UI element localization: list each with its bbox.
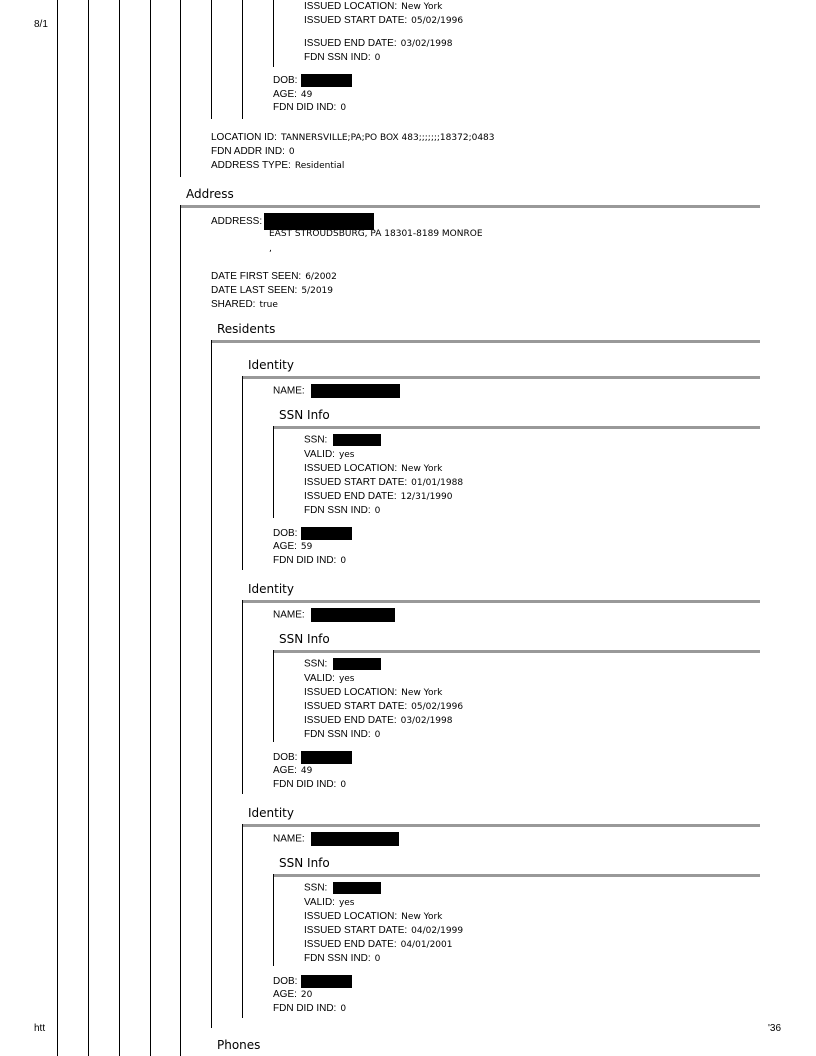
resident-name: NAME: [273, 384, 400, 398]
resident-valid: VALID: yes [304, 449, 355, 460]
identity-rule [242, 600, 760, 603]
ssn-info-box-line [273, 650, 274, 742]
location-box-line [180, 0, 181, 177]
address-field: ADDRESS: [211, 213, 374, 230]
nest-line-2 [88, 0, 89, 1056]
location-id: LOCATION ID: TANNERSVILLE;PA;PO BOX 483;;;;;;;18372;0483 [211, 132, 495, 143]
identity-inner-line [242, 0, 243, 119]
nest-line-3 [119, 0, 120, 1056]
address-section-title: Address [186, 187, 234, 201]
ssn-info-rule [273, 650, 760, 653]
ssn-info-title: SSN Info [279, 632, 330, 646]
resident-ssn: SSN: [304, 434, 381, 447]
resident-issued-end-date: ISSUED END DATE: 04/01/2001 [304, 939, 453, 950]
ssn-info-title: SSN Info [279, 408, 330, 422]
redaction-block [333, 434, 381, 446]
redaction-block [333, 658, 381, 670]
resident-issued-location: ISSUED LOCATION: New York [304, 687, 443, 698]
top-issued-location: ISSUED LOCATION: New York [304, 1, 443, 12]
ssn-info-title: SSN Info [279, 856, 330, 870]
redaction-block [311, 832, 399, 846]
resident-fdn-did-ind: FDN DID IND: 0 [273, 555, 347, 566]
resident-issued-location: ISSUED LOCATION: New York [304, 463, 443, 474]
ssn-info-box-line [273, 874, 274, 966]
resident-ssn: SSN: [304, 658, 381, 671]
address-line-extra: , [269, 244, 272, 254]
identity-box-line [242, 376, 243, 570]
resident-fdn-did-ind: FDN DID IND: 0 [273, 779, 347, 790]
residents-box-line [211, 340, 212, 1028]
resident-dob: DOB: [273, 751, 352, 764]
identity-rule [242, 376, 760, 379]
top-dob: DOB: [273, 74, 352, 87]
resident-fdn-ssn-ind: FDN SSN IND: 0 [304, 505, 381, 516]
top-fdn-did-ind: FDN DID IND: 0 [273, 102, 347, 113]
top-issued-end-date: ISSUED END DATE: 03/02/1998 [304, 38, 453, 49]
date-first-seen: DATE FIRST SEEN: 6/2002 [211, 271, 337, 282]
ssn-info-rule [273, 426, 760, 429]
redaction-block [301, 975, 352, 988]
identity-rule [242, 824, 760, 827]
redaction-block [311, 384, 400, 398]
redaction-block [264, 213, 374, 230]
resident-issued-start-date: ISSUED START DATE: 01/01/1988 [304, 477, 464, 488]
resident-dob: DOB: [273, 527, 352, 540]
resident-name: NAME: [273, 608, 395, 622]
top-age: AGE: 49 [273, 89, 313, 100]
address-section-rule [180, 205, 760, 208]
resident-age: AGE: 49 [273, 765, 313, 776]
top-fdn-ssn-ind: FDN SSN IND: 0 [304, 52, 381, 63]
identity-title: Identity [248, 806, 294, 820]
identity-box-line [242, 824, 243, 1018]
resident-issued-end-date: ISSUED END DATE: 03/02/1998 [304, 715, 453, 726]
redaction-block [301, 751, 352, 764]
print-date-margin: 8/1 [34, 19, 48, 30]
identity-box-line [211, 0, 212, 119]
address-box-line [180, 205, 181, 1056]
resident-name: NAME: [273, 832, 399, 846]
shared-flag: SHARED: true [211, 299, 278, 310]
resident-dob: DOB: [273, 975, 352, 988]
address-type: ADDRESS TYPE: Residential [211, 160, 345, 171]
ssn-info-box-line [273, 426, 274, 518]
resident-issued-location: ISSUED LOCATION: New York [304, 911, 443, 922]
resident-issued-start-date: ISSUED START DATE: 04/02/1999 [304, 925, 464, 936]
residents-section-rule [211, 340, 760, 343]
resident-ssn: SSN: [304, 882, 381, 895]
address-line-city: EAST STROUDSBURG, PA 18301-8189 MONROE [269, 229, 483, 239]
resident-fdn-did-ind: FDN DID IND: 0 [273, 1003, 347, 1014]
phones-section-title: Phones [217, 1038, 261, 1052]
resident-age: AGE: 20 [273, 989, 313, 1000]
ssn-info-rule [273, 874, 760, 877]
redaction-block [333, 882, 381, 894]
ssn-box-line [273, 0, 274, 67]
fdn-addr-ind: FDN ADDR IND: 0 [211, 146, 295, 157]
redaction-block [311, 608, 395, 622]
nest-line-1 [57, 0, 58, 1056]
resident-issued-start-date: ISSUED START DATE: 05/02/1996 [304, 701, 464, 712]
resident-fdn-ssn-ind: FDN SSN IND: 0 [304, 953, 381, 964]
redaction-block [301, 527, 352, 540]
nest-line-4 [150, 0, 151, 1056]
identity-box-line [242, 600, 243, 794]
print-url-margin: htt [34, 1023, 46, 1034]
identity-title: Identity [248, 582, 294, 596]
residents-section-title: Residents [217, 322, 276, 336]
resident-valid: VALID: yes [304, 897, 355, 908]
identity-title: Identity [248, 358, 294, 372]
resident-age: AGE: 59 [273, 541, 313, 552]
resident-fdn-ssn-ind: FDN SSN IND: 0 [304, 729, 381, 740]
top-issued-start-date: ISSUED START DATE: 05/02/1996 [304, 15, 464, 26]
resident-issued-end-date: ISSUED END DATE: 12/31/1990 [304, 491, 453, 502]
resident-valid: VALID: yes [304, 673, 355, 684]
date-last-seen: DATE LAST SEEN: 5/2019 [211, 285, 333, 296]
redaction-block [301, 74, 352, 87]
print-page-margin: '36 [768, 1023, 782, 1034]
